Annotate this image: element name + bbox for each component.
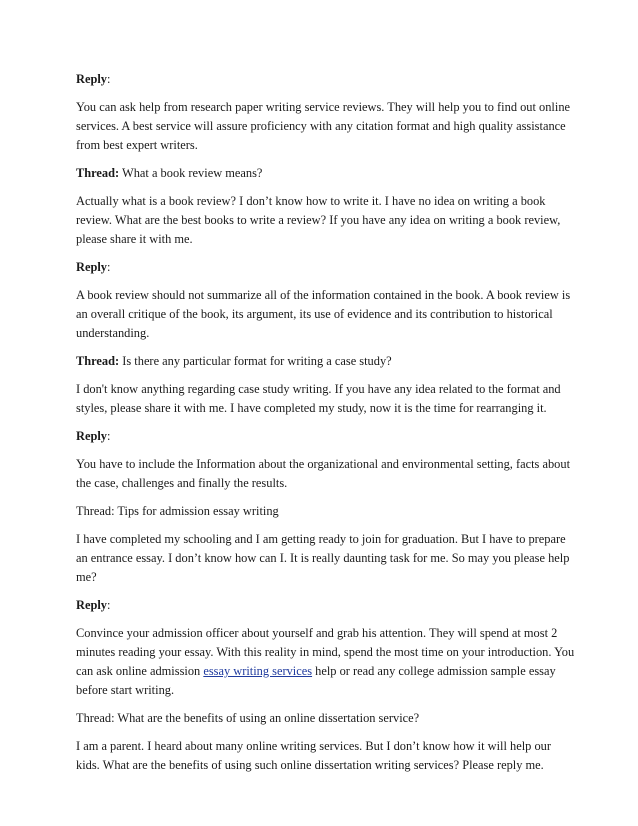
reply-label: Reply	[76, 598, 107, 612]
post-text: You have to include the Information about the organizational and environmental setting, facts about the case, challenges and finally the results.	[76, 457, 571, 490]
thread-heading	[76, 164, 576, 183]
reply-colon: :	[106, 598, 111, 612]
post-text: A book review should not summarize all of the information contained in the book. A book review is an overall critique of the book, its argument, its use of evidence and its contribution to historical understanding.	[76, 288, 571, 340]
thread-heading-plain: Thread: What are the benefits of using an online dissertation service?	[76, 711, 420, 725]
reply-heading	[76, 596, 576, 615]
post-text: I am a parent. I heard about many online writing services. But I don’t know how it will help our kids. What are the benefits of using such online dissertation writing services? Please reply me.	[76, 739, 551, 772]
essay-writing-services-link[interactable]: essay writing services	[203, 664, 313, 678]
post-text: You can ask help from research paper writing service reviews. They will help you to find out online services. A best service will assure proficiency with any citation format and high quality assistance from best expert writers.	[76, 100, 571, 152]
thread-heading	[76, 352, 576, 371]
thread-label: Thread:	[76, 354, 120, 368]
thread-label: Thread:	[76, 166, 120, 180]
thread-title: Is there any particular format for writing a case study?	[119, 354, 392, 368]
reply-colon: :	[106, 72, 111, 86]
reply-label: Reply	[76, 429, 107, 443]
document-page	[76, 70, 576, 784]
reply-heading	[76, 427, 576, 446]
post-text-before-link: Convince your admission officer about yourself and grab his attention. They will spend at most 2 minutes reading your essay. With this reality in mind, spend the most time on your introduction. You can ask online admission	[76, 626, 575, 678]
reply-heading	[76, 258, 576, 277]
post-text: Actually what is a book review? I don’t know how to write it. I have no idea on writing a book review. What are the best books to write a review? If you have any idea on writing a book review, please share it with me.	[76, 194, 561, 246]
post-text: I don't know anything regarding case study writing. If you have any idea related to the format and styles, please share it with me. I have completed my study, now it is the time for rearranging it.	[76, 382, 561, 415]
reply-colon: :	[106, 429, 111, 443]
post-text-after-link: help or read any college admission sample essay before start writing.	[76, 664, 556, 697]
reply-colon: :	[106, 260, 111, 274]
reply-label: Reply	[76, 260, 107, 274]
thread-title: What a book review means?	[119, 166, 263, 180]
post-text-with-link	[76, 624, 576, 700]
reply-heading	[76, 70, 576, 89]
post-text: I have completed my schooling and I am getting ready to join for graduation. But I have to prepare an entrance essay. I don’t know how can I. It is really daunting task for me. So may you please help me?	[76, 532, 570, 584]
thread-heading-plain: Thread: Tips for admission essay writing	[76, 504, 279, 518]
reply-label: Reply	[76, 72, 107, 86]
